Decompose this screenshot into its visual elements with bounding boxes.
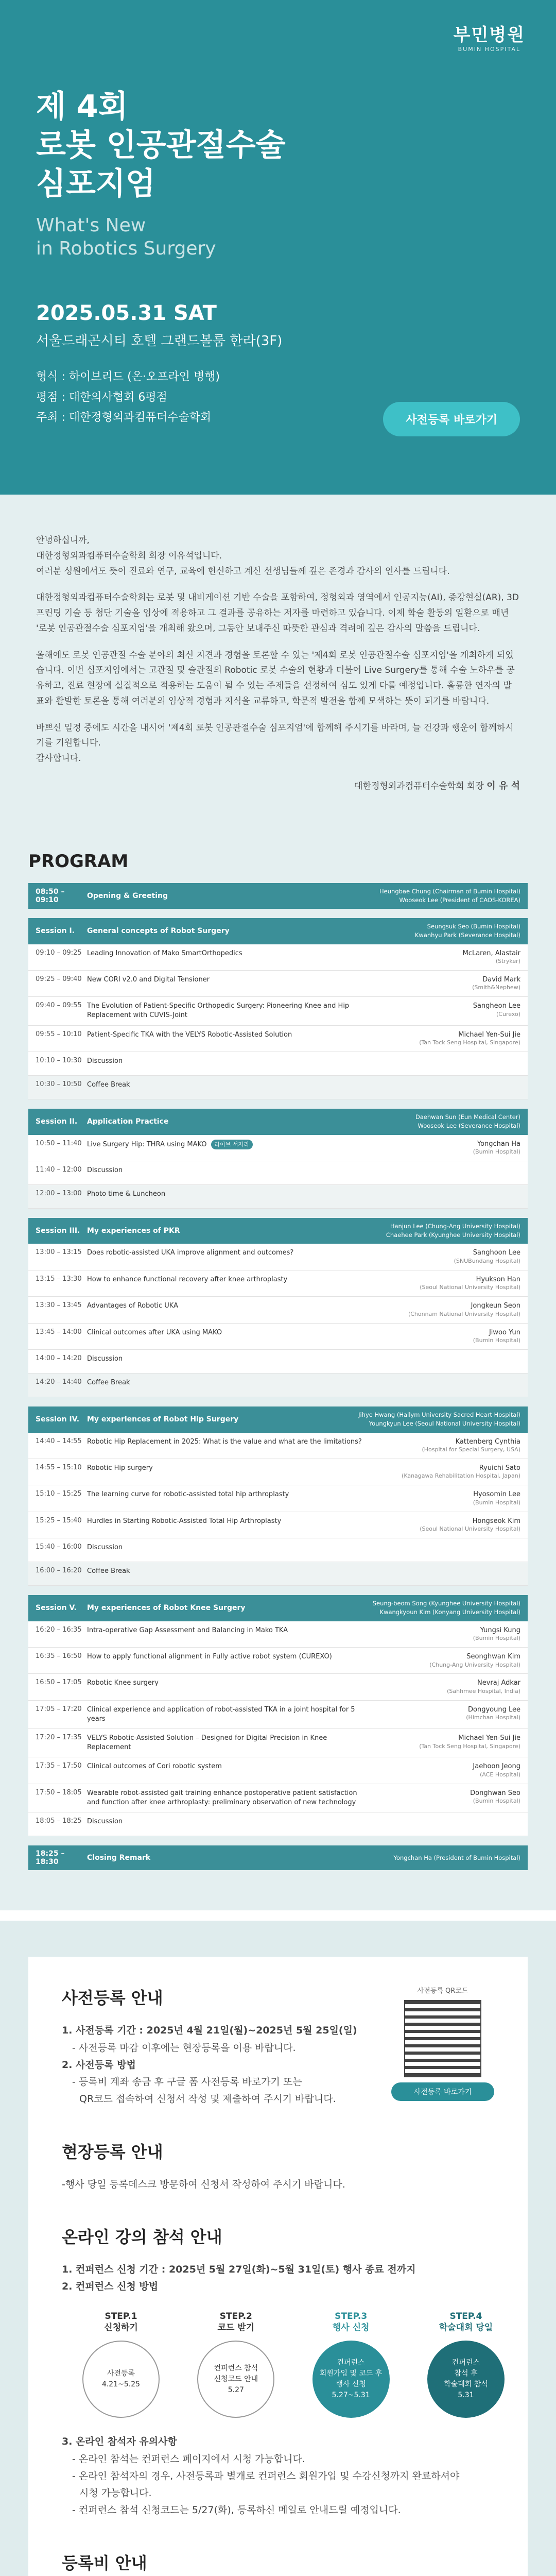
- section-title: 온라인 강의 참석 안내: [62, 2227, 222, 2247]
- online-notes-title: 3. 온라인 참석자 유의사항: [62, 2436, 177, 2448]
- title-line: 심포지엄: [36, 166, 155, 202]
- onsite-desc: -행사 당일 등록데스크 방문하여 신청서 작성하여 주시기 바랍니다.: [62, 2178, 345, 2190]
- program-row: [28, 1674, 528, 1700]
- info-card: [28, 1957, 528, 2576]
- speaker-affiliation: (Curexo): [496, 1010, 520, 1018]
- program-row: [28, 1621, 528, 1648]
- talk-title: Clinical experience and application of robot-assisted TKA in a joint hospital for 5 years: [87, 1705, 355, 1723]
- speaker-affiliation: (Chung-Ang University Hospital): [429, 1661, 520, 1668]
- row-title: [87, 975, 376, 985]
- row-speaker: [376, 975, 520, 992]
- program-row: [28, 1512, 528, 1538]
- row-time: 14:00 – 14:20: [36, 1354, 82, 1362]
- row-title: Discussion: [87, 1544, 123, 1552]
- session-label: Session III.: [36, 1227, 80, 1235]
- speaker-affiliation: (Stryker): [495, 958, 520, 965]
- greeting-signature: [36, 778, 520, 794]
- discussion-row: [28, 1161, 528, 1185]
- break-row: [28, 1076, 528, 1099]
- speaker-name: Michael Yen-Sui Jie: [458, 1030, 520, 1039]
- chair: Heungbae Chung (Chairman of Bumin Hospital): [379, 887, 520, 895]
- session-label: Session I.: [36, 927, 75, 936]
- discussion-row: [28, 1350, 528, 1374]
- online-note: 시청 가능합니다.: [79, 2487, 152, 2499]
- row-time: 15:10 – 15:25: [36, 1490, 82, 1498]
- session-chairs: [373, 1599, 520, 1617]
- row-time: 17:05 – 17:20: [36, 1705, 82, 1713]
- row-speaker: [376, 1789, 520, 1805]
- signature-name: 이 유 석: [486, 780, 520, 791]
- speaker-affiliation: (Tan Tock Seng Hospital, Singapore): [419, 1742, 520, 1750]
- session-header: [28, 1845, 528, 1870]
- logo-text: 부민병원: [453, 25, 525, 45]
- row-speaker: [376, 1328, 520, 1345]
- talk-title: Leading Innovation of Mako SmartOrthopedics: [87, 949, 242, 957]
- row-time: 17:35 – 17:50: [36, 1762, 82, 1770]
- live-tag: 라이브 서저리: [211, 1140, 253, 1149]
- row-title: [87, 1248, 376, 1258]
- row-time: 13:15 – 13:30: [36, 1275, 82, 1283]
- row-time: 10:50 – 11:40: [36, 1139, 82, 1147]
- session-header: [28, 1595, 528, 1621]
- row-title: [87, 1652, 376, 1662]
- row-title: Coffee Break: [87, 1379, 130, 1386]
- program-row: [28, 1784, 528, 1812]
- row-time: 18:05 – 18:25: [36, 1817, 82, 1825]
- online-info: [62, 2224, 494, 2519]
- speaker-affiliation: (Kanagawa Rehabilitation Hospital, Japan): [402, 1472, 520, 1480]
- speaker-name: Hyukson Han: [476, 1275, 520, 1283]
- speaker-affiliation: (Himchan Hospital): [466, 1714, 520, 1721]
- event-venue: 서울드래곤시티 호텔 그랜드볼룸 한라(3F): [36, 333, 283, 349]
- talk-title: Patient-Specific TKA with the VELYS Robotic-Assisted Solution: [87, 1030, 292, 1039]
- hero-title: [36, 88, 520, 204]
- chair: Hanjun Lee (Chung-Ang University Hospital): [390, 1222, 520, 1230]
- session-title: Closing Remark: [87, 1854, 151, 1862]
- session-block: [28, 1218, 528, 1397]
- session-time: 08:50 – 09:10: [36, 887, 65, 904]
- program-row: [28, 997, 528, 1025]
- reg-method: 2. 사전등록 방법: [62, 2059, 136, 2071]
- row-speaker: [376, 1705, 520, 1722]
- step-item: [77, 2311, 165, 2418]
- speaker-affiliation: (ACE Hospital): [480, 1771, 520, 1778]
- opening-block: [28, 883, 528, 909]
- session-time: 18:25 – 18:30: [36, 1850, 65, 1867]
- program-section: [0, 831, 556, 1911]
- row-speaker: [376, 1030, 520, 1047]
- session-header: [28, 918, 528, 944]
- talk-title: Clinical outcomes after UKA using MAKO: [87, 1328, 222, 1336]
- session-block: [28, 1406, 528, 1586]
- step-item: [422, 2311, 510, 2418]
- program-row: [28, 1648, 528, 1674]
- session-title: Application Practice: [87, 1117, 169, 1126]
- session-chairs: [386, 1222, 520, 1240]
- row-time: 09:40 – 09:55: [36, 1002, 82, 1010]
- step-label: STEP.2 코드 받기: [217, 2311, 255, 2333]
- row-title: [87, 1762, 376, 1771]
- talk-title: Robotic Hip Replacement in 2025: What is the value and what are the limitations?: [87, 1437, 362, 1446]
- row-title: Coffee Break: [87, 1567, 130, 1575]
- discussion-row: [28, 1812, 528, 1836]
- title-line: 로봇 인공관절수술: [36, 127, 286, 163]
- talk-title: Clinical outcomes of Cori robotic system: [87, 1762, 222, 1771]
- chair: Seung-beom Song (Kyunghee University Hospital): [372, 1600, 520, 1607]
- program-row: [28, 1701, 528, 1729]
- program-row: [28, 971, 528, 997]
- speaker-name: Donghwan Seo: [470, 1789, 520, 1797]
- qr-register-button[interactable]: 사전등록 바로가기: [391, 2082, 494, 2101]
- speaker-name: McLaren, Alastair: [462, 949, 520, 957]
- row-time: 16:00 – 16:20: [36, 1567, 82, 1575]
- speaker-affiliation: (Bumin Hospital): [473, 1148, 520, 1156]
- program-row: [28, 1757, 528, 1784]
- registration-info: [62, 1985, 494, 2108]
- row-time: 10:10 – 10:30: [36, 1057, 82, 1065]
- speaker-affiliation: (Seoul National University Hospital): [420, 1284, 520, 1291]
- row-time: 13:45 – 14:00: [36, 1328, 82, 1336]
- speaker-name: Yungsi Kung: [480, 1626, 520, 1634]
- row-time: 17:50 – 18:05: [36, 1788, 82, 1797]
- session-header: [28, 1406, 528, 1433]
- session-label: Session V.: [36, 1604, 77, 1613]
- row-speaker: [376, 1626, 520, 1642]
- row-speaker: [376, 1652, 520, 1669]
- online-period: 1. 컨퍼런스 신청 기간 : 2025년 5월 27일(화)~5월 31일(토) 행사 종료 전까지: [62, 2263, 416, 2275]
- row-title: [87, 1789, 376, 1807]
- break-row: [28, 1562, 528, 1586]
- session-block: [28, 918, 528, 1099]
- discussion-row: [28, 1538, 528, 1562]
- step-label: STEP.1 신청하기: [104, 2311, 138, 2333]
- row-title: [87, 1301, 376, 1311]
- row-time: 16:50 – 17:05: [36, 1679, 82, 1687]
- row-speaker: [376, 1517, 520, 1533]
- row-title: [87, 1679, 376, 1688]
- session-title: My experiences of PKR: [87, 1227, 180, 1235]
- info-credit: 평점 : 대한의사협회 6평점: [36, 391, 167, 404]
- section-title: 사전등록 안내: [62, 1988, 163, 2008]
- row-time: 09:55 – 10:10: [36, 1030, 82, 1038]
- qr-code[interactable]: [404, 2000, 481, 2077]
- row-time: 15:40 – 16:00: [36, 1543, 82, 1551]
- row-title: Discussion: [87, 1057, 123, 1065]
- online-note: - 온라인 참석자의 경우, 사전등록과 별개로 컨퍼런스 회원가입 및 수강신청까지 완료하셔야: [72, 2470, 460, 2482]
- row-title: Discussion: [87, 1818, 123, 1826]
- talk-title: Robotic Hip surgery: [87, 1464, 153, 1472]
- row-time: 17:20 – 17:35: [36, 1734, 82, 1742]
- row-title: [87, 1275, 376, 1284]
- speaker-name: Ryuichi Sato: [479, 1464, 520, 1472]
- row-speaker: [376, 1248, 520, 1265]
- row-title: Photo time & Luncheon: [87, 1190, 166, 1198]
- english-subtitle: [36, 214, 520, 260]
- program-row: [28, 1270, 528, 1297]
- program-row: [28, 1729, 528, 1757]
- chair: Wooseok Lee (President of CAOS-KOREA): [399, 896, 520, 904]
- speaker-affiliation: (Smith&Nephew): [472, 984, 520, 991]
- row-speaker: [376, 1679, 520, 1695]
- greeting-paragraph: 바쁘신 일정 중에도 시간을 내시어 '제4회 로봇 인공관절수술 심포지엄'에 함께해 주시기를 바라며, 늘 건강과 행운이 함께하시기를 기원합니다. 감사합니다.: [36, 722, 514, 764]
- info-format: 형식 : 하이브리드 (온·오프라인 병행): [36, 370, 220, 383]
- row-title: [87, 1140, 376, 1149]
- speaker-affiliation: (Bumin Hospital): [473, 1798, 520, 1805]
- greeting-section: [0, 495, 556, 831]
- session-header: [28, 1218, 528, 1244]
- row-speaker: [376, 1734, 520, 1750]
- row-speaker: [376, 1140, 520, 1156]
- speaker-affiliation: (Bumin Hospital): [473, 1635, 520, 1642]
- row-title: [87, 1328, 376, 1337]
- row-time: 09:10 – 09:25: [36, 948, 82, 957]
- row-speaker: [376, 1464, 520, 1480]
- speaker-name: Sanghoon Lee: [473, 1249, 520, 1257]
- step-label: STEP.4 학술대회 당일: [439, 2311, 493, 2333]
- session-title: General concepts of Robot Surgery: [87, 927, 230, 936]
- row-title: [87, 1705, 376, 1724]
- row-title: [87, 1002, 376, 1020]
- break-row: [28, 1374, 528, 1397]
- row-title: [87, 1734, 376, 1752]
- program-row: [28, 1244, 528, 1270]
- speaker-name: David Mark: [482, 975, 520, 984]
- info-host: 주최 : 대한정형외과컴퓨터수술학회: [36, 411, 212, 425]
- reg-note: - 사전등록 마감 이후에는 현장등록을 이용 바랍니다.: [72, 2042, 296, 2054]
- step-circle: 사전등록 4.21~5.25: [82, 2341, 160, 2418]
- program-row: [28, 1324, 528, 1350]
- reg-period: 1. 사전등록 기간 : 2025년 4월 21일(월)~2025년 5월 25일(일): [62, 2025, 357, 2037]
- row-time: 15:25 – 15:40: [36, 1516, 82, 1524]
- speaker-affiliation: (Bumin Hospital): [473, 1499, 520, 1506]
- row-title: [87, 1030, 376, 1040]
- qr-caption: 사전등록 QR코드: [417, 1987, 468, 1995]
- talk-title: Live Surgery Hip: THRA using MAKO: [87, 1140, 207, 1148]
- row-title: [87, 1626, 376, 1635]
- step-item: [192, 2311, 280, 2418]
- speaker-affiliation: (Sahhmee Hospital, India): [447, 1687, 520, 1694]
- session-block: [28, 1595, 528, 1836]
- row-title: [87, 949, 376, 958]
- session-chairs: [415, 1113, 520, 1131]
- greeting-paragraph: 올해에도 로봇 인공관절 수술 분야의 최신 지견과 경험을 토론할 수 있는 '제4회 로봇 인공관절수술 심포지엄'을 개최하게 되었습니다. 이번 심포지엄에서는 고관절 및 슬관절의 Robotic 로봇 수술의 현황과 더불어 Live Surgery를 통해 수술 노하우를 공유하고, 진료 현장에 실질적으로 적용하는 도움이 될 수 있는 주제들을 선정하여 심도 있게 다룰 예정입니다. 훌륭한 연자의 발표와 활발한 토론을 통해 여러분의 임상적 경험과 지식을 교류하고, 학문적 발전을 함께 모색하는 뜻이 되기를 바랍니다.: [36, 650, 515, 706]
- subtitle-line: in Robotics Surgery: [36, 238, 216, 259]
- program-row: [28, 1433, 528, 1459]
- session-header: [28, 1109, 528, 1135]
- row-speaker: [376, 949, 520, 965]
- step-label: STEP.3 행사 신청: [332, 2311, 370, 2333]
- logo: [454, 21, 525, 53]
- talk-title: How to enhance functional recovery after knee arthroplasty: [87, 1275, 288, 1283]
- talk-title: Advantages of Robotic UKA: [87, 1302, 178, 1310]
- row-title: [87, 1437, 376, 1447]
- session-chairs: [358, 1411, 520, 1429]
- speaker-affiliation: (Hospital for Special Surgery, USA): [422, 1446, 520, 1453]
- speaker-name: Kattenberg Cynthia: [455, 1437, 520, 1446]
- talk-title: Robotic Knee surgery: [87, 1679, 159, 1687]
- subtitle-line: What's New: [36, 215, 146, 236]
- row-time: 13:30 – 13:45: [36, 1301, 82, 1310]
- step-list: [77, 2311, 510, 2418]
- step-circle: 컨퍼런스 참석 후 학술대회 참석 5.31: [427, 2341, 505, 2418]
- program-row: [28, 1459, 528, 1485]
- talk-title: Wearable robot-assisted gait training enhance postoperative patient satisfaction and function after knee arthroplasty: preliminary observation of new technology: [87, 1789, 357, 1807]
- chair: Kwanhyu Park (Severance Hospital): [414, 931, 520, 939]
- speaker-affiliation: (Chonnam National University Hospital): [408, 1310, 520, 1317]
- program-title: PROGRAM: [28, 851, 129, 872]
- speaker-name: Jongkeun Seon: [471, 1302, 520, 1310]
- row-time: 16:20 – 16:35: [36, 1625, 82, 1634]
- logo-subtext: BUMIN HOSPITAL: [458, 46, 520, 53]
- row-title: [87, 1517, 376, 1526]
- chair: Kwangkyoun Kim (Konyang University Hospital): [379, 1608, 520, 1616]
- row-title: [87, 1490, 376, 1499]
- session-label: Session II.: [36, 1117, 78, 1126]
- row-speaker: [376, 1762, 520, 1778]
- program-row: [28, 1485, 528, 1512]
- speaker-name: Jiwoo Yun: [489, 1328, 520, 1336]
- row-time: 14:55 – 15:10: [36, 1463, 82, 1471]
- speaker-name: Sangheon Lee: [473, 1002, 520, 1010]
- row-speaker: [376, 1002, 520, 1018]
- qr-block: [391, 1985, 494, 2101]
- session-chairs: [415, 922, 520, 940]
- row-time: 14:40 – 14:55: [36, 1437, 82, 1445]
- online-note: - 컨퍼런스 참석 신청코드는 5/27(화), 등록하신 메일로 안내드릴 예정입니다.: [72, 2504, 401, 2516]
- row-title: Discussion: [87, 1166, 123, 1174]
- talk-title: VELYS Robotic-Assisted Solution – Designed for Digital Precision in Knee Replacement: [87, 1734, 327, 1752]
- session-label: Session IV.: [36, 1415, 80, 1424]
- chair: Youngkyun Lee (Seoul National University Hospital): [369, 1420, 520, 1428]
- talk-title: The learning curve for robotic-assisted total hip arthroplasty: [87, 1490, 289, 1499]
- reg-method-desc: - 등록비 계좌 송금 후 구글 폼 사전등록 바로가기 또는: [72, 2076, 302, 2088]
- greeting-paragraph: 안녕하십니까, 대한정형외과컴퓨터수술학회 회장 이유석입니다. 여러분 성원에서도 뜻이 진료와 연구, 교육에 헌신하고 계신 선생님들께 깊은 존경과 감사의 인사를 드립니다.: [36, 535, 450, 577]
- session-chairs: Yongchan Ha (President of Bumin Hospital): [393, 1854, 520, 1861]
- step-circle: 컨퍼런스 회원가입 및 코드 후 행사 신청 5.27~5.31: [312, 2341, 390, 2418]
- signature-title: 대한정형외과컴퓨터수술학회 회장: [354, 781, 484, 791]
- speaker-name: Yongchan Ha: [477, 1140, 520, 1148]
- online-note: - 온라인 참석는 컨퍼런스 페이지에서 시청 가능합니다.: [72, 2453, 305, 2465]
- info-section: [0, 1921, 556, 2576]
- row-time: 16:35 – 16:50: [36, 1652, 82, 1660]
- section-title: 등록비 안내: [62, 2553, 147, 2573]
- row-time: 12:00 – 13:00: [36, 1189, 82, 1197]
- session-block: [28, 1109, 528, 1209]
- session-title: Opening & Greeting: [87, 891, 168, 900]
- speaker-name: Hyosomin Lee: [473, 1490, 520, 1499]
- program-row: [28, 1297, 528, 1323]
- session-header: [28, 883, 528, 909]
- speaker-name: Nevraj Adkar: [477, 1679, 520, 1687]
- session-chairs: [379, 887, 520, 905]
- online-method: 2. 컨퍼런스 신청 방법: [62, 2281, 159, 2292]
- break-row: [28, 1185, 528, 1209]
- speaker-affiliation: (Tan Tock Seng Hospital, Singapore): [419, 1039, 520, 1046]
- chair: Daehwan Sun (Eun Medical Center): [415, 1113, 520, 1121]
- section-title: 현장등록 안내: [62, 2142, 163, 2162]
- chair: Jihye Hwang (Hallym University Sacred Heart Hospital): [358, 1411, 520, 1418]
- discussion-row: [28, 1052, 528, 1076]
- session-title: My experiences of Robot Knee Surgery: [87, 1604, 246, 1613]
- onsite-info: [62, 2139, 494, 2193]
- hero-banner: [0, 0, 556, 495]
- speaker-affiliation: (Seoul National University Hospital): [420, 1526, 520, 1533]
- talk-title: New CORI v2.0 and Digital Tensioner: [87, 975, 210, 984]
- talk-title: Hurdles in Starting Robotic-Assisted Total Hip Arthroplasty: [87, 1517, 282, 1525]
- row-speaker: [376, 1490, 520, 1506]
- row-title: [87, 1464, 376, 1473]
- chair: Chaehee Park (Kyunghee University Hospital): [386, 1231, 520, 1239]
- chair: Wooseok Lee (Severance Hospital): [418, 1122, 520, 1130]
- program-row: [28, 1026, 528, 1052]
- speaker-affiliation: (SNUBundang Hospital): [454, 1257, 520, 1264]
- talk-title: How to apply functional alignment in Fully active robot system (CUREXO): [87, 1652, 332, 1660]
- row-time: 10:30 – 10:50: [36, 1080, 82, 1089]
- talk-title: Intra-operative Gap Assessment and Balancing in Mako TKA: [87, 1626, 288, 1634]
- row-time: 13:00 – 13:15: [36, 1248, 82, 1257]
- speaker-affiliation: (Bumin Hospital): [473, 1337, 520, 1344]
- closing-block: [28, 1845, 528, 1870]
- step-item: [307, 2311, 395, 2418]
- row-time: 09:25 – 09:40: [36, 975, 82, 983]
- row-title: Discussion: [87, 1355, 123, 1363]
- program-row: [28, 944, 528, 971]
- row-speaker: [376, 1301, 520, 1318]
- speaker-name: Michael Yen-Sui Jie: [458, 1734, 520, 1742]
- talk-title: Does robotic-assisted UKA improve alignment and outcomes?: [87, 1249, 294, 1257]
- row-speaker: [376, 1275, 520, 1292]
- step-circle: 컨퍼런스 참석 신청코드 안내 5.27: [197, 2341, 274, 2418]
- title-line: 제 4회: [36, 89, 128, 125]
- speaker-name: Seonghwan Kim: [466, 1652, 520, 1660]
- event-date: 2025.05.31 SAT: [36, 301, 217, 325]
- speaker-name: Dongyoung Lee: [468, 1705, 520, 1714]
- session-title: My experiences of Robot Hip Surgery: [87, 1415, 239, 1424]
- row-time: 11:40 – 12:00: [36, 1165, 82, 1174]
- speaker-name: Jaehoon Jeong: [473, 1762, 520, 1771]
- chair: Seungsuk Seo (Bumin Hospital): [427, 923, 520, 930]
- greeting-paragraph: 대한정형외과컴퓨터수술학회는 로봇 및 내비게이션 기반 수술을 포함하여, 정형외과 영역에서 인공지능(AI), 증강현실(AR), 3D 프린팅 기술 등 첨단 기술을 임상에 적용하고 그 결과를 공유하는 저자를 마련하고 있습니다. 이제 학술 활동의 일환으로 매년 '로봇 인공관절수술 심포지엄'을 개최해 왔으며, 그동안 보내주신 따뜻한 관심과 격려에 깊은 감사의 말씀을 드립니다.: [36, 592, 519, 634]
- program-row: [28, 1135, 528, 1161]
- talk-title: The Evolution of Patient-Specific Orthopedic Surgery: Pioneering Knee and Hip Replacement with CUVIS-Joint: [87, 1002, 350, 1020]
- row-speaker: [376, 1437, 520, 1454]
- preregister-button[interactable]: 사전등록 바로가기: [383, 402, 520, 436]
- reg-method-desc: QR코드 접속하여 신청서 작성 및 제출하여 주시기 바랍니다.: [79, 2093, 336, 2105]
- fee-info: [62, 2550, 494, 2576]
- row-title: Coffee Break: [87, 1081, 130, 1089]
- speaker-name: Hongseok Kim: [472, 1517, 520, 1525]
- row-time: 14:20 – 14:40: [36, 1378, 82, 1386]
